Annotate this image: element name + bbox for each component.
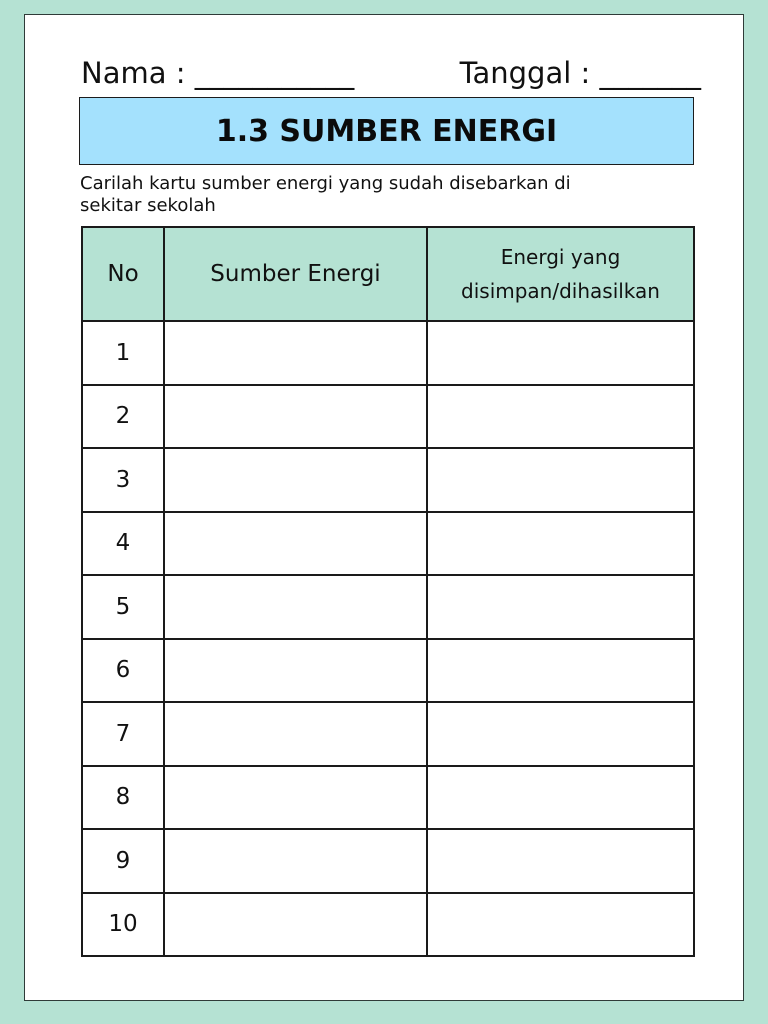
source-cell[interactable] bbox=[164, 575, 427, 639]
energy-cell[interactable] bbox=[427, 893, 694, 957]
instruction-line-1: Carilah kartu sumber energi yang sudah disebarkan di bbox=[80, 173, 571, 194]
energy-cell[interactable] bbox=[427, 639, 694, 703]
header-energy-line-2: disimpan/dihasilkan bbox=[461, 279, 660, 303]
energy-source-table bbox=[81, 226, 695, 957]
source-cell[interactable] bbox=[164, 448, 427, 512]
row-number: 6 bbox=[82, 639, 164, 703]
instruction-text bbox=[80, 173, 680, 217]
row-number: 2 bbox=[82, 385, 164, 449]
table-row bbox=[82, 766, 694, 830]
energy-cell[interactable] bbox=[427, 321, 694, 385]
table-row bbox=[82, 512, 694, 576]
row-number: 10 bbox=[82, 893, 164, 957]
header-energy bbox=[427, 227, 694, 321]
source-cell[interactable] bbox=[164, 321, 427, 385]
energy-cell[interactable] bbox=[427, 385, 694, 449]
date-field[interactable]: Tanggal : _______ bbox=[459, 56, 701, 90]
energy-cell[interactable] bbox=[427, 702, 694, 766]
source-cell[interactable] bbox=[164, 766, 427, 830]
title-bar bbox=[79, 97, 694, 165]
table-row bbox=[82, 448, 694, 512]
table-row bbox=[82, 575, 694, 639]
energy-cell[interactable] bbox=[427, 829, 694, 893]
header-line bbox=[81, 53, 701, 93]
table-row bbox=[82, 385, 694, 449]
header-energy-line-1: Energi yang bbox=[500, 245, 621, 269]
row-number: 1 bbox=[82, 321, 164, 385]
table-row bbox=[82, 829, 694, 893]
source-cell[interactable] bbox=[164, 829, 427, 893]
source-cell[interactable] bbox=[164, 639, 427, 703]
instruction-line-2: sekitar sekolah bbox=[80, 195, 216, 216]
table-row bbox=[82, 639, 694, 703]
energy-cell[interactable] bbox=[427, 575, 694, 639]
row-number: 8 bbox=[82, 766, 164, 830]
energy-cell[interactable] bbox=[427, 448, 694, 512]
row-number: 9 bbox=[82, 829, 164, 893]
table-row bbox=[82, 893, 694, 957]
row-number: 7 bbox=[82, 702, 164, 766]
row-number: 5 bbox=[82, 575, 164, 639]
table-row bbox=[82, 702, 694, 766]
worksheet-page bbox=[24, 14, 744, 1001]
source-cell[interactable] bbox=[164, 702, 427, 766]
page-title: 1.3 SUMBER ENERGI bbox=[215, 113, 558, 149]
header-no: No bbox=[82, 227, 164, 321]
table-header-row bbox=[82, 227, 694, 321]
source-cell[interactable] bbox=[164, 385, 427, 449]
row-number: 4 bbox=[82, 512, 164, 576]
energy-cell[interactable] bbox=[427, 766, 694, 830]
table-row bbox=[82, 321, 694, 385]
source-cell[interactable] bbox=[164, 893, 427, 957]
name-field[interactable]: Nama : ___________ bbox=[81, 56, 355, 90]
energy-cell[interactable] bbox=[427, 512, 694, 576]
row-number: 3 bbox=[82, 448, 164, 512]
source-cell[interactable] bbox=[164, 512, 427, 576]
header-source: Sumber Energi bbox=[164, 227, 427, 321]
